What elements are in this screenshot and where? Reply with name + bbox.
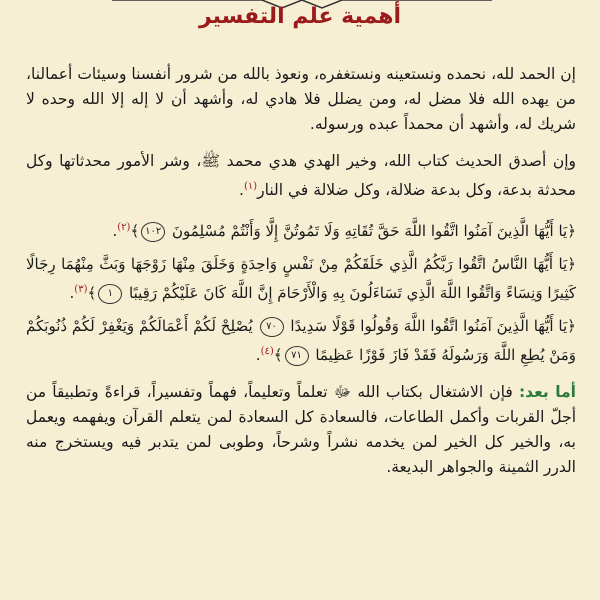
intro-paragraph-2: وإن أصدق الحديث كتاب الله، وخير الهدي هدي محمد ﷺ، وشر الأمور محدثاتها وكل محدثة بدعة، وكل بدعة ضلالة، وكل ضلالة في النار$^{(١)}$. <box>26 152 576 200</box>
amma-badu-label: أما بعد: <box>518 383 576 402</box>
verse-3-close: ﴾ <box>273 346 283 365</box>
amma-badu-paragraph <box>26 380 576 480</box>
verse-2-text: ﴿يَا أَيُّهَا النَّاسُ اتَّقُوا رَبَّكُمُ الَّذِي خَلَقَكُمْ مِنْ نَفْسٍ وَاحِدَةٍ وَخَلَقَ مِنْهَا زَوْجَهَا وَبَثَّ مِنْهُمَا رِجَالًا كَثِيرًا وَنِسَاءً وَاتَّقُوا اللَّهَ الَّذِي تَسَاءَلُونَ بِهِ وَالْأَرْحَامَ إِنَّ اللَّهَ كَانَ عَلَيْكُمْ رَقِيبًا <box>26 255 576 303</box>
footnote-marker[interactable]: (٢) <box>117 222 131 234</box>
verse-3-text: ﴿يَا أَيُّهَا الَّذِينَ آمَنُوا اتَّقُوا اللَّهَ وَقُولُوا قَوْلًا سَدِيدًا <box>290 317 576 336</box>
ayah-number-badge: ٧١ <box>285 346 309 366</box>
verse-2: ﴿يَا أَيُّهَا النَّاسُ اتَّقُوا رَبَّكُمُ الَّذِي خَلَقَكُمْ مِنْ نَفْسٍ وَاحِدَةٍ وَخَلَقَ مِنْهَا زَوْجَهَا وَبَثَّ مِنْهُمَا رِجَالًا كَثِيرًا وَنِسَاءً وَاتَّقُوا اللَّهَ الَّذِي تَسَاءَلُونَ بِهِ وَالْأَرْحَامَ إِنَّ اللَّهَ كَانَ عَلَيْكُمْ رَقِيبًا ١﴾$^{(٣)}$. <box>26 255 576 303</box>
footnote-marker[interactable]: (٤) <box>260 346 274 358</box>
intro-paragraph-2-text: وإن أصدق الحديث كتاب الله، وخير الهدي هدي محمد ﷺ، وشر الأمور محدثاتها وكل محدثة بدعة، وكل بدعة ضلالة، وكل ضلالة في النار <box>26 152 576 200</box>
verse-1-close: ﴾ <box>130 222 140 241</box>
ayah-number-badge: ١ <box>98 284 122 304</box>
page-title: أهمية علم التفسير <box>198 4 402 29</box>
page-body <box>26 62 576 492</box>
amma-badu-text: فإن الاشتغال بكتاب الله ﷻ تعلماً وتعليماً، فهماً وتفسيراً، قراءةً وتطبيقاً من أجلّ القربات وأكمل الطاعات، فالسعادة كل السعادة لمن يتعلم القرآن ويفهمه ويعمل به، والخير كل الخير لمن يخدمه نشراً وشرحاً، وطوبى لمن يتدبر فيه ويستخرج منه الدرر الثمينة والجواهر البديعة. <box>26 383 576 477</box>
ayah-number-badge: ١٠٢ <box>141 222 165 242</box>
verse-1: ﴿يَا أَيُّهَا الَّذِينَ آمَنُوا اتَّقُوا اللَّهَ حَقَّ تُقَاتِهِ وَلَا تَمُوتُنَّ إِلَّا وَأَنْتُمْ مُسْلِمُونَ ١٠٢﴾$^{(٢)}$. <box>112 222 576 241</box>
verse-2-close: ﴾ <box>87 284 97 303</box>
footnote-marker[interactable]: (١) <box>243 181 258 192</box>
verse-3: ﴿يَا أَيُّهَا الَّذِينَ آمَنُوا اتَّقُوا اللَّهَ وَقُولُوا قَوْلًا سَدِيدًا ٧٠ يُصْلِحْ لَكُمْ أَعْمَالَكُمْ وَيَغْفِرْ لَكُمْ ذُنُوبَكُمْ وَمَنْ يُطِعِ اللَّهَ وَرَسُولَهُ فَقَدْ فَازَ فَوْزًا عَظِيمًا ٧١﴾$^{(٤)}$. <box>26 317 576 365</box>
intro-paragraph-1: إن الحمد لله، نحمده ونستعينه ونستغفره، ونعوذ بالله من شرور أنفسنا وسيئات أعمالنا، من يهده الله فلا مضل له، ومن يضلل فلا هادي له، وأشهد أن لا إله إلا الله وحده لا شريك له، وأشهد أن محمداً عبده ورسوله. <box>26 65 576 133</box>
verse-1-text: ﴿يَا أَيُّهَا الَّذِينَ آمَنُوا اتَّقُوا اللَّهَ حَقَّ تُقَاتِهِ وَلَا تَمُوتُنَّ إِلَّا وَأَنْتُمْ مُسْلِمُونَ <box>172 222 576 241</box>
footnote-marker[interactable]: (٣) <box>74 284 88 296</box>
verse-3-text-2: يُصْلِحْ لَكُمْ أَعْمَالَكُمْ وَيَغْفِرْ لَكُمْ ذُنُوبَكُمْ وَمَنْ يُطِعِ اللَّهَ وَرَسُولَهُ فَقَدْ فَازَ فَوْزًا عَظِيمًا <box>26 317 576 365</box>
ayah-number-badge: ٧٠ <box>260 317 284 337</box>
